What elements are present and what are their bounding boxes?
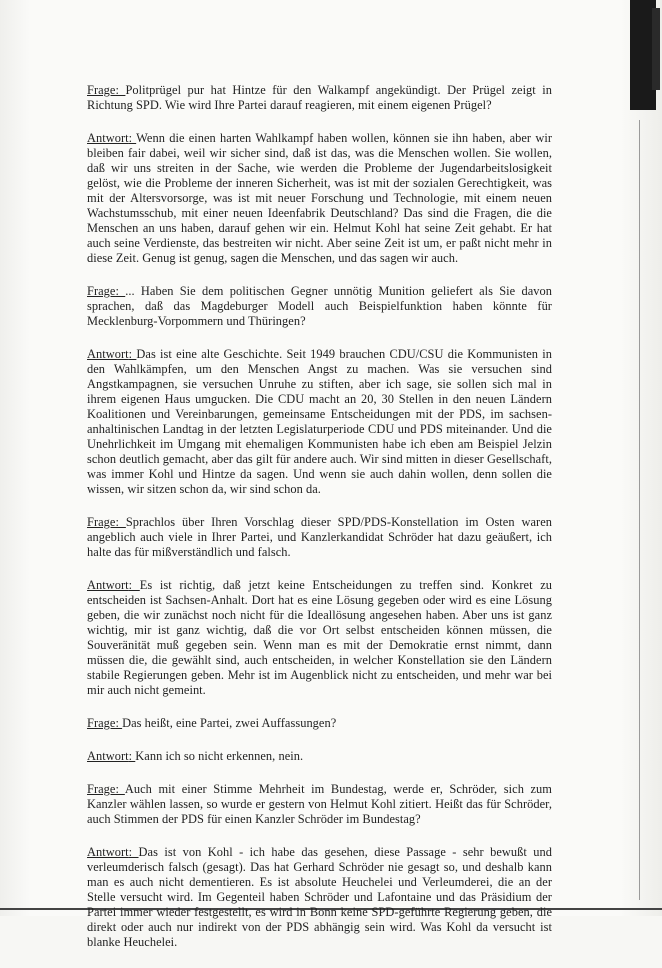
answer-5 xyxy=(87,845,552,950)
entry-label: Antwort : xyxy=(87,347,136,361)
answer-3 xyxy=(87,578,552,698)
entry-text: Wenn die einen harten Wahlkampf haben wollen, können sie ihn haben, aber wir bleiben fair dabei, weil wir sicher sind, daß ist das, was die Menschen wollen. Sie wollen, daß wir uns streiten in der Sache, wie werden die Probleme der Jugendarbeitslosigkeit gelöst, wie die Probleme der inneren Sicherheit, was ist mit der sozialen Gerechtigkeit, was mit der Altersvorsorge, was ist mit neuer Forschung und Technologie, mit einem neuen Wachstumsschub, mit einer neuen Ideenfabrik Deutschland? Das sind die Fragen, die die Menschen an uns haben, darauf gehen wir ein. Helmut Kohl hat seine Zeit gehabt. Er hat auch seine Verdienste, das bestreiten wir nicht. Aber seine Zeit ist um, er paßt nicht mehr in diese Zeit. Genug ist genug, sagen die Menschen, und das sagen wir auch. xyxy=(87,131,552,265)
scan-margin-line xyxy=(639,120,640,900)
entry-text: Das ist von Kohl - ich habe das gesehen, diese Passage - sehr bewußt und verleumderisch falsch (gesagt). Das hat Gerhard Schröder nie gesagt so, und deshalb kann man es auch nicht dementieren. Es ist absolute Heuchelei und Verleumderei, die an der Stelle versucht wird. Im Gegenteil haben Schröder und Lafontaine und das Präsidium der Partei immer wieder festgestellt, es wird in Bonn keine SPD-geführte Regierung geben, die direkt oder auch nur indirekt von der PDS abhängig sein wird. Was Kohl da versucht ist blanke Heuchelei. xyxy=(87,845,552,949)
entry-label: Antwort : xyxy=(87,578,140,592)
entry-text: Politprügel pur hat Hintze für den Walkampf angekündigt. Der Prügel zeigt in Richtung SPD. Wie wird Ihre Partei darauf reagieren, mit einem eigenen Prügel? xyxy=(87,83,553,112)
entry-label: Frage : xyxy=(87,515,126,529)
entry-label: Frage : xyxy=(87,284,125,298)
question-3 xyxy=(87,515,552,560)
entry-label: Antwort : xyxy=(87,131,136,145)
entry-text: Sprachlos über Ihren Vorschlag dieser SPD/PDS-Konstellation im Osten waren angeblich auch viele in Ihrer Partei, und Kanzlerkandidat Schröder hat dazu geäußert, ich halte das für mißverständlich und falsch. xyxy=(87,515,553,559)
answer-4 xyxy=(87,749,552,764)
scan-edge-mark-inner xyxy=(652,8,660,90)
question-1 xyxy=(87,83,552,113)
entry-label: Frage : xyxy=(87,716,122,730)
entry-text: Das ist eine alte Geschichte. Seit 1949 brauchen CDU/CSU die Kommunisten in den Wahlkämpfen, um den Menschen Angst zu machen. Was sie versuchen sind Angstkampagnen, sie versuchen Unruhe zu stiften, aber ich sage, sie sollen sich mal in ihrem eigenen Haus umgucken. Die CDU macht an 20, 30 Stellen in den neuen Ländern Koalitionen und Vereinbarungen, gemeinsame Entscheidungen mit der PDS, im sachsen-anhaltinischen Landtag in der letzten Legislaturperiode CDU und PDS miteinander. Und die Unehrlichkeit im Umgang mit ehemaligen Kommunisten habe ich eben am Beispiel Jelzin schon deutlich gemacht, aber das gilt für andere auch. Wir sind mitten in dieser Gesellschaft, was immer Kohl und Hintze da sagen. Und wenn sie auch dahin wollen, denn sollen die wissen, wir sitzen schon da, wir sind schon da. xyxy=(87,347,552,496)
entry-label: Frage : xyxy=(87,83,125,97)
answer-2 xyxy=(87,347,552,497)
entry-label: Frage : xyxy=(87,782,125,796)
entry-text: Das heißt, eine Partei, zwei Auffassungen? xyxy=(122,716,337,730)
entry-text: Kann ich so nicht erkennen, nein. xyxy=(135,749,304,763)
entry-label: Antwort : xyxy=(87,845,139,859)
answer-1 xyxy=(87,131,552,266)
question-4 xyxy=(87,716,552,731)
entry-text: ... Haben Sie dem politischen Gegner unnötig Munition geliefert als Sie davon sprachen, daß das Magdeburger Modell auch Beispielfunktion haben könnte für Mecklenburg-Vorpommern und Thüringen? xyxy=(87,284,553,328)
entry-text: Es ist richtig, daß jetzt keine Entscheidungen zu treffen sind. Konkret zu entscheiden ist Sachsen-Anhalt. Dort hat es eine Lösung gegeben oder wird es eine Lösung geben, die wir zunächst noch nicht für die Ideallösung angesehen haben. Aber uns ist ganz wichtig, mir ist ganz wichtig, daß die vor Ort selbst entscheiden können müssen, die Souveränität muß gegeben sein. Wenn man es mit der Demokratie ernst nimmt, dann müssen die, die gewählt sind, auch entscheiden, in welcher Konstellation sie den Ländern stabile Regierungen geben. Mehr ist im Augenblick nicht zu entscheiden, und mehr war bei mir auch nicht gemeint. xyxy=(87,578,553,697)
question-2 xyxy=(87,284,552,329)
entry-text: Auch mit einer Stimme Mehrheit im Bundestag, werde er, Schröder, sich zum Kanzler wählen lassen, so wurde er gestern von Helmut Kohl zitiert. Heißt das für Schröder, auch Stimmen der PDS für einen Kanzler Schröder im Bundestag? xyxy=(87,782,552,826)
question-5 xyxy=(87,782,552,827)
entry-label: Antwort : xyxy=(87,749,135,763)
interview-text xyxy=(87,83,552,968)
